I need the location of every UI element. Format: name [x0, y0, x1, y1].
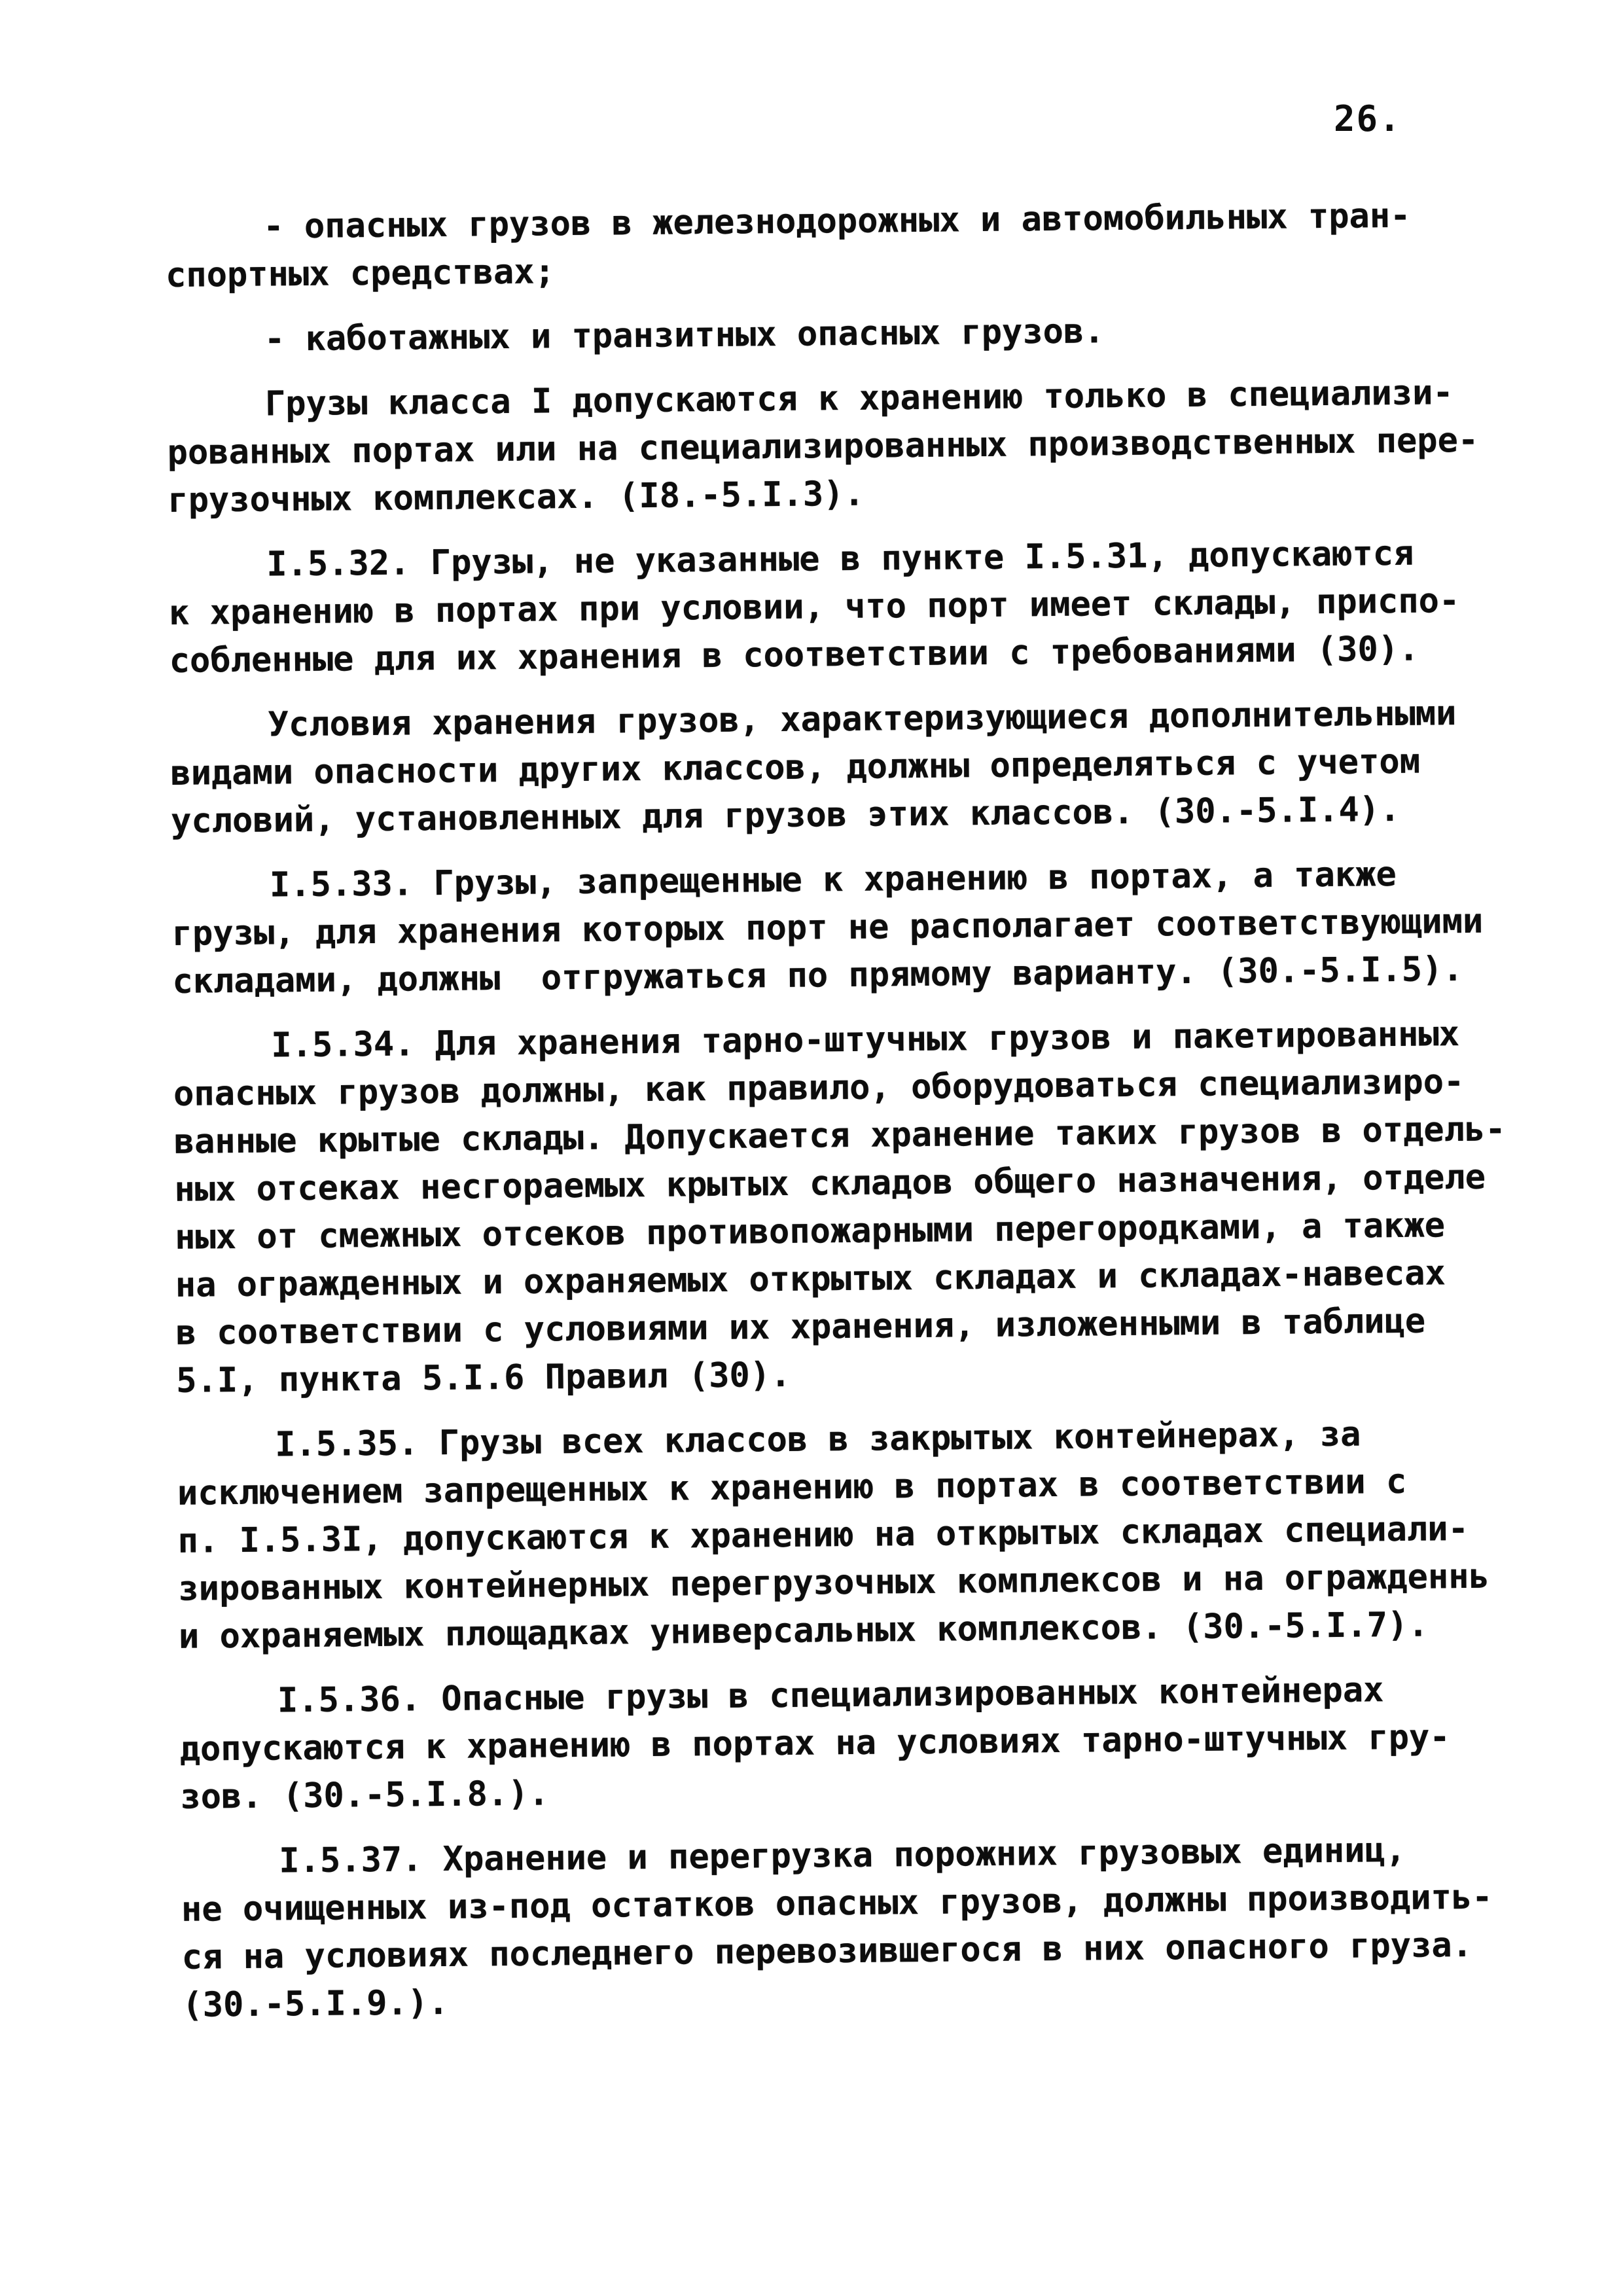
paragraph: I.5.37. Хранение и перегрузка порожних грузовых единиц, не очищенных из-под остатков опасных грузов, должны производить- ся на условиях последнего перевозившегося в них опасного груза. (30.-5.I.9.).	[181, 1830, 1493, 2025]
paragraph: - опасных грузов в железнодорожных и автомобильных тран- спортных средствах;	[165, 196, 1411, 295]
paragraph: I.5.34. Для хранения тарно-штучных грузов и пакетированных опасных грузов должны, как правило, оборудоваться специализиро- ванные крытые склады. Допускается хранение таких грузов в отдель- ных отсеках несгораемых крытых складов общего назначения, отделе ных от смежных отсеков противопожарными перегородками, а также на огражденных и охраняемых открытых складах и складах-навесах в соответствии с условиями их хранения, изложенными в таблице 5.I, пункта 5.I.6 Правил (30).	[173, 1014, 1506, 1401]
paragraph: - каботажных и транзитных опасных грузов.	[264, 312, 1105, 359]
paragraph: Условия хранения грузов, характеризующиеся дополнительными видами опасности других классов, должны определяться с учетом условий, установленных для грузов этих классов. (30.-5.I.4).	[170, 694, 1457, 841]
paragraph: I.5.33. Грузы, запрещенные к хранению в портах, а также грузы, для хранения которых порт не располагает соответствующими складами, должны отгружаться по прямому варианту. (30.-5.I.5).	[171, 854, 1484, 1001]
page-number: 26.	[1334, 98, 1402, 139]
paragraph: I.5.36. Опасные грузы в специализированных контейнерах допускаются к хранению в портах на условиях тарно-штучных гру- зов. (30.-5.I.8.).	[179, 1670, 1450, 1817]
paragraph: Грузы класса I допускаются к хранению только в специализи- рованных портах или на специализированных производственных пере- грузочных комплексах. (I8.-5.I.3).	[167, 373, 1479, 520]
document-text-block	[165, 190, 1596, 2047]
paragraph: I.5.35. Грузы всех классов в закрытых контейнерах, за исключением запрещенных к хранению в портах в соответствии с п. I.5.3I, допускаются к хранению на открытых складах специали- зированных контейнерных перегрузочных комплексов и на огражденнь и охраняемых площадках универсальных комплексов. (30.-5.I.7).	[177, 1414, 1490, 1657]
paragraph: I.5.32. Грузы, не указанные в пункте I.5.31, допускаются к хранению в портах при условии, что порт имеет склады, приспо- собленные для их хранения в соответствии с требованиями (30).	[168, 533, 1460, 681]
